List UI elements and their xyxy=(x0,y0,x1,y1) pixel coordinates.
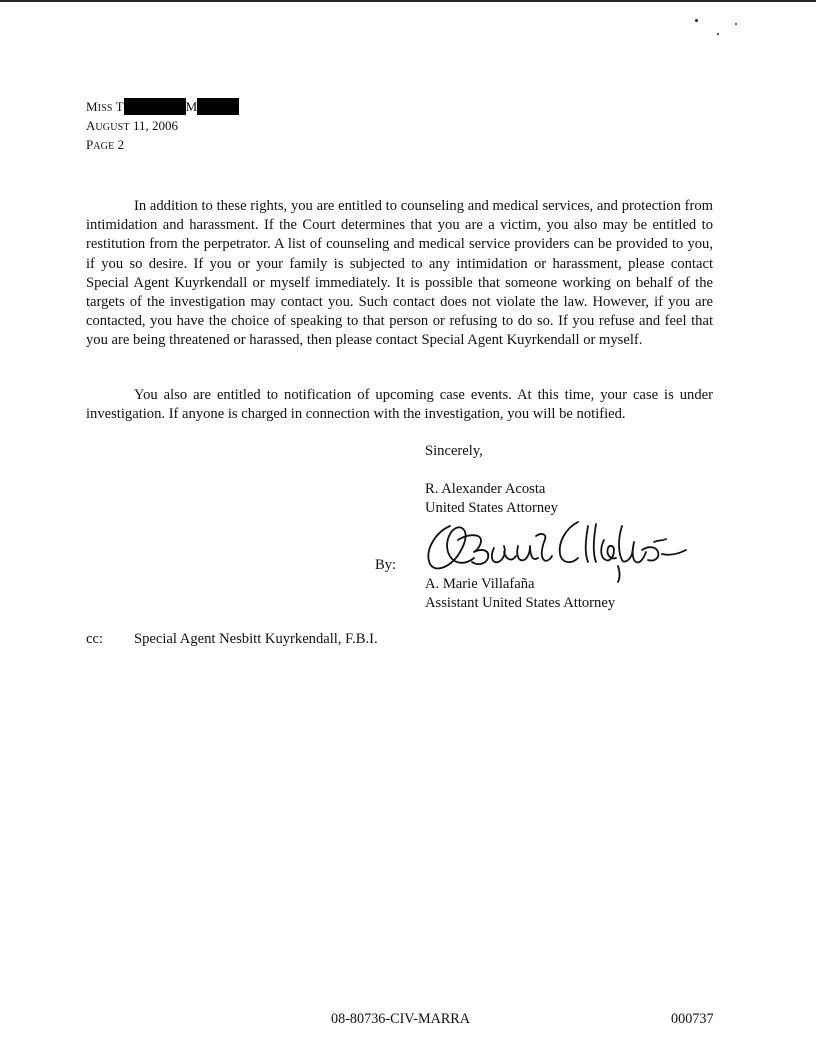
page-line: PAGE 2 xyxy=(86,137,125,152)
recipient-second-initial: M xyxy=(185,99,198,114)
by-label: By: xyxy=(375,557,397,573)
scan-speck xyxy=(695,19,698,22)
signer-name: R. Alexander Acosta xyxy=(425,481,546,497)
redaction-bar xyxy=(197,98,239,115)
signer-title: United States Attorney xyxy=(425,500,558,516)
body-paragraph-notification: You also are entitled to notification of upcoming case events. At this time, your case is under investigation. If anyone is charged in connection with the investigation, you will be notified. xyxy=(86,387,713,423)
recipient-line: MISS T M xyxy=(86,98,239,117)
date-line: AUGUST 11, 2006 xyxy=(86,118,179,133)
letter-header xyxy=(86,98,239,155)
cc-label: cc: xyxy=(86,631,104,647)
scan-edge xyxy=(0,0,816,2)
assistant-name: A. Marie Villafaña xyxy=(425,576,535,592)
scan-speck xyxy=(735,23,737,25)
redaction-bar xyxy=(124,98,186,115)
case-number: 08-80736-CIV-MARRA xyxy=(331,1011,470,1027)
cc-recipient: Special Agent Nesbitt Kuyrkendall, F.B.I. xyxy=(134,631,378,647)
assistant-title: Assistant United States Attorney xyxy=(425,595,616,611)
salutation: Sincerely, xyxy=(425,443,483,459)
body-paragraph-rights: In addition to these rights, you are entitled to counseling and medical services, and protection from intimidation and harassment. If the Court determines that you are a victim, you also may be entitled to restitution from the perpetrator. A list of counseling and medical service providers can be provided to you, if you so desire. If you or your family is subjected to any intimidation or harassment, please contact Special Agent Kuyrkendall or myself immediately. It is possible that someone working on behalf of the targets of the investigation may contact you. Such contact does not violate the law. However, if you are contacted, you have the choice of speaking to that person or refusing to do so. If you refuse and feel that you are being threatened or harassed, then please contact Special Agent Kuyrkendall or myself. xyxy=(86,198,713,349)
bates-number: 000737 xyxy=(671,1011,714,1027)
recipient-initial: T xyxy=(115,99,124,114)
scan-speck xyxy=(717,33,719,35)
